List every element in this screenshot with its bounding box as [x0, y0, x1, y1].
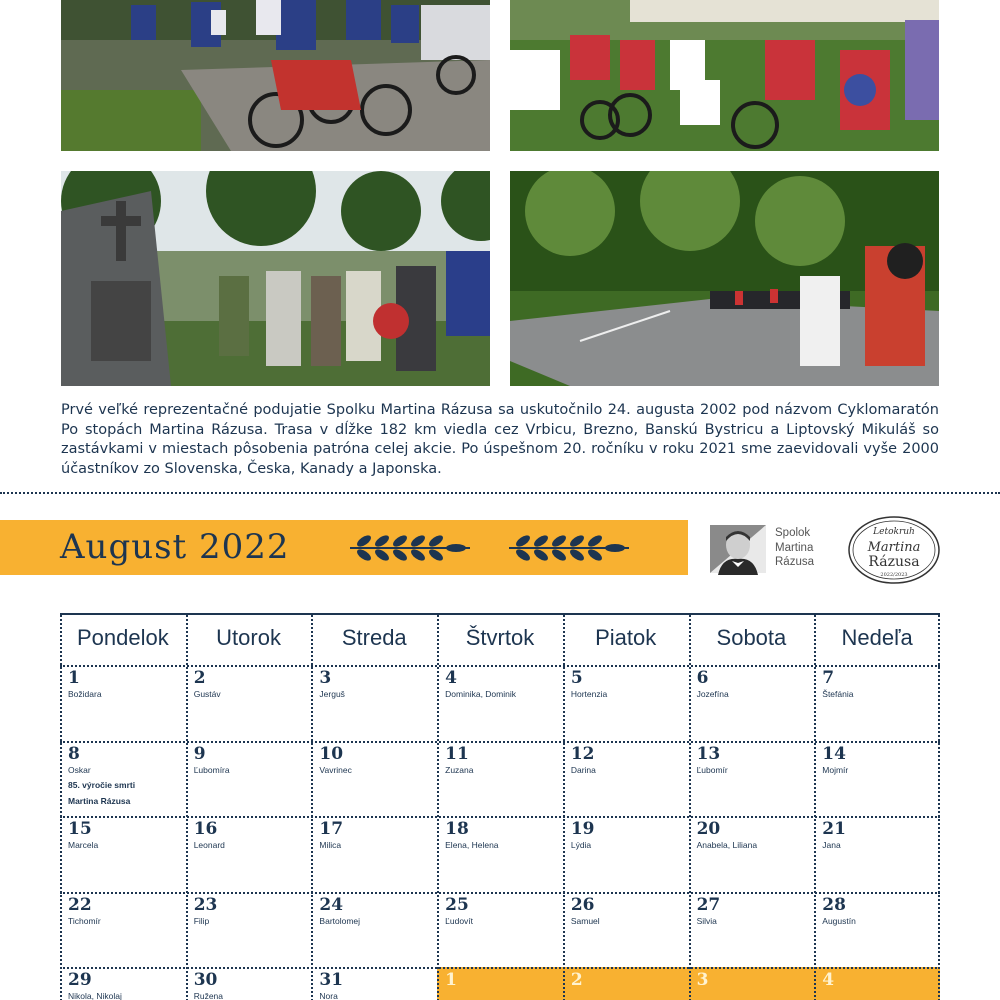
day-number: 7 — [822, 668, 835, 688]
day-number: 19 — [570, 819, 595, 839]
grid-line — [60, 967, 940, 969]
calendar-grid — [60, 613, 940, 1000]
calendar-day-cell — [563, 665, 689, 741]
day-number: 15 — [68, 819, 92, 839]
calendar-day-cell — [311, 967, 437, 1000]
photo-memorial-ceremony — [61, 171, 490, 386]
nameday-name: Oskar — [68, 764, 91, 775]
day-number: 1 — [445, 970, 457, 990]
day-number: 29 — [68, 970, 92, 990]
nameday-name: Samuel — [570, 915, 600, 926]
grid-line — [437, 615, 439, 1000]
month-banner — [0, 520, 688, 575]
weekday-header: Utorok — [216, 625, 281, 650]
nameday-name: Vavrinec — [319, 764, 352, 775]
calendar-day-cell — [437, 816, 563, 892]
nameday-name: Jerguš — [319, 689, 345, 699]
photo-cyclists-gathering — [510, 0, 939, 151]
dotted-divider — [0, 492, 1000, 494]
day-number: 25 — [445, 894, 469, 915]
day-number: 2 — [570, 970, 583, 990]
weekday-header: Nedeľa — [841, 625, 913, 650]
svg-text:Letokruh: Letokruh — [873, 527, 915, 537]
day-number: 31 — [319, 970, 344, 990]
nameday-name: Ľubomír — [696, 764, 728, 775]
weekday-header: Pondelok — [76, 625, 169, 650]
photo-cyclists-road — [61, 0, 490, 151]
calendar-day-cell — [689, 741, 815, 817]
nameday-name: Zuzana — [445, 764, 474, 775]
calendar-day-cell — [563, 892, 689, 968]
calendar-day-cell — [60, 816, 186, 892]
day-number: 22 — [68, 894, 92, 915]
calendar-day-cell — [689, 665, 815, 741]
laurel-sprig-icon — [505, 533, 633, 563]
day-number: 24 — [319, 894, 344, 915]
nameday-name: Jana — [822, 840, 841, 850]
grid-line — [689, 615, 691, 1000]
calendar-day-cell — [814, 967, 940, 1000]
calendar-day-cell — [563, 741, 689, 817]
nameday-name: Štefánia — [822, 689, 854, 699]
calendar-day-cell — [60, 741, 186, 817]
note-line: 85. výročie smrti — [68, 779, 136, 790]
nameday-name: Mojmír — [822, 764, 849, 775]
month-title: August 2022 — [60, 527, 290, 567]
calendar-day-cell — [311, 665, 437, 741]
nameday-name: Ľudovít — [445, 915, 474, 926]
calendar-day-cell — [814, 665, 940, 741]
nameday-name: Leonard — [193, 840, 225, 850]
nameday-name: Darina — [570, 764, 596, 775]
day-number: 3 — [696, 970, 709, 990]
nameday-name: Tichomír — [68, 915, 101, 926]
day-number: 13 — [696, 743, 721, 764]
nameday-name: Marcela — [68, 840, 99, 850]
day-number: 17 — [319, 819, 344, 839]
nameday-name: Gustáv — [193, 689, 221, 699]
calendar-day-cell — [563, 967, 689, 1000]
day-number: 4 — [822, 970, 835, 990]
calendar-day-cell — [437, 741, 563, 817]
day-number: 12 — [570, 743, 595, 764]
calendar-day-cell — [311, 892, 437, 968]
day-number: 9 — [193, 743, 206, 764]
grid-line — [60, 665, 940, 667]
day-number: 28 — [822, 894, 846, 915]
nameday-name: Jozefína — [696, 689, 729, 699]
grid-line — [186, 615, 188, 1000]
day-number: 20 — [696, 819, 721, 839]
weekday-header: Sobota — [716, 625, 787, 650]
logo-line: Martina — [775, 541, 814, 554]
nameday-name: Božidara — [68, 689, 102, 699]
calendar-day-cell — [814, 816, 940, 892]
calendar-day-cell — [689, 816, 815, 892]
day-number: 3 — [319, 668, 332, 688]
grid-line — [311, 615, 313, 1000]
day-number: 1 — [68, 668, 80, 688]
day-number: 6 — [696, 668, 709, 688]
logo-letokruh — [846, 514, 942, 586]
day-number: 23 — [193, 894, 218, 915]
nameday-name: Silvia — [696, 915, 717, 926]
svg-text:Martina: Martina — [867, 540, 921, 555]
grid-line — [60, 892, 940, 894]
day-number: 26 — [570, 894, 595, 915]
nameday-name: Nikola, Nikolaj — [68, 991, 122, 1000]
calendar-day-cell — [437, 892, 563, 968]
anniversary-note — [68, 777, 182, 809]
nameday-name: Milica — [319, 840, 342, 850]
calendar-day-cell — [60, 967, 186, 1000]
nameday-name: Filip — [193, 915, 210, 926]
weekday-header: Piatok — [595, 625, 657, 650]
calendar-day-cell — [186, 741, 312, 817]
svg-text:Rázusa: Rázusa — [868, 554, 920, 570]
calendar-day-cell — [563, 816, 689, 892]
grid-line — [60, 615, 62, 1000]
note-line: Martina Rázusa — [68, 795, 131, 806]
logo-line: Rázusa — [775, 556, 814, 568]
calendar-day-cell — [814, 741, 940, 817]
laurel-sprig-icon — [346, 533, 474, 563]
weekday-header: Streda — [341, 625, 407, 650]
day-number: 14 — [822, 743, 846, 764]
calendar-day-cell — [437, 665, 563, 741]
calendar-day-cell — [186, 665, 312, 741]
grid-line — [938, 615, 940, 1000]
calendar-day-cell — [186, 892, 312, 968]
calendar-day-cell — [60, 665, 186, 741]
portrait-icon — [708, 523, 768, 575]
day-number: 2 — [193, 668, 206, 688]
grid-line — [60, 741, 940, 743]
calendar-day-cell — [60, 892, 186, 968]
nameday-name: Bartolomej — [319, 915, 361, 926]
day-number: 5 — [570, 668, 583, 688]
nameday-name: Ružena — [193, 991, 224, 1000]
logo-line: Spolok — [775, 527, 811, 539]
calendar-day-cell — [689, 967, 815, 1000]
nameday-name: Hortenzia — [570, 689, 608, 699]
day-number: 10 — [319, 743, 344, 764]
weekday-header: Štvrtok — [465, 625, 535, 650]
nameday-name: Elena, Helena — [445, 840, 499, 850]
calendar-day-cell — [186, 816, 312, 892]
nameday-name: Lýdia — [570, 840, 592, 850]
nameday-name: Dominika, Dominik — [445, 689, 516, 699]
calendar-day-cell — [437, 967, 563, 1000]
calendar-day-cell — [814, 892, 940, 968]
photo-peloton-road — [510, 171, 939, 386]
day-number: 27 — [696, 894, 721, 915]
day-number: 18 — [445, 819, 469, 839]
day-number: 21 — [822, 819, 846, 839]
nameday-name: Augustín — [822, 915, 856, 926]
grid-line — [563, 615, 565, 1000]
day-number: 4 — [445, 668, 457, 688]
nameday-name: Nora — [319, 991, 338, 1000]
calendar-day-cell — [311, 816, 437, 892]
logo-spolok-martina-razusa — [708, 520, 828, 578]
grid-line — [814, 615, 816, 1000]
svg-text:2022/2023: 2022/2023 — [880, 572, 908, 578]
grid-line — [60, 816, 940, 818]
calendar-day-cell — [186, 967, 312, 1000]
nameday-name: Anabela, Liliana — [696, 840, 758, 850]
day-number: 30 — [193, 970, 218, 990]
caption-text: Prvé veľké reprezentačné podujatie Spolku Martina Rázusa sa uskutočnilo 24. augusta 2002 pod názvom Cyklomaratón Po stopách Martina Rázusa. Trasa v dĺžke 182 km viedla cez Vrbicu, Brezno, Banskú Bystricu a Liptovský Mikuláš so zastávkami v miestach pôsobenia patróna celej akcie. Po úspešnom 20. ročníku v roku 2021 sme zaevidovali vyše 2000 účastníkov zo Slovenska, Česka, Kanady a Japonska. — [61, 402, 939, 477]
day-number: 11 — [445, 743, 469, 764]
calendar-day-cell — [311, 741, 437, 817]
day-number: 16 — [193, 819, 218, 839]
nameday-name: Ľubomíra — [193, 764, 230, 775]
calendar-day-cell — [689, 892, 815, 968]
day-number: 8 — [68, 743, 80, 764]
